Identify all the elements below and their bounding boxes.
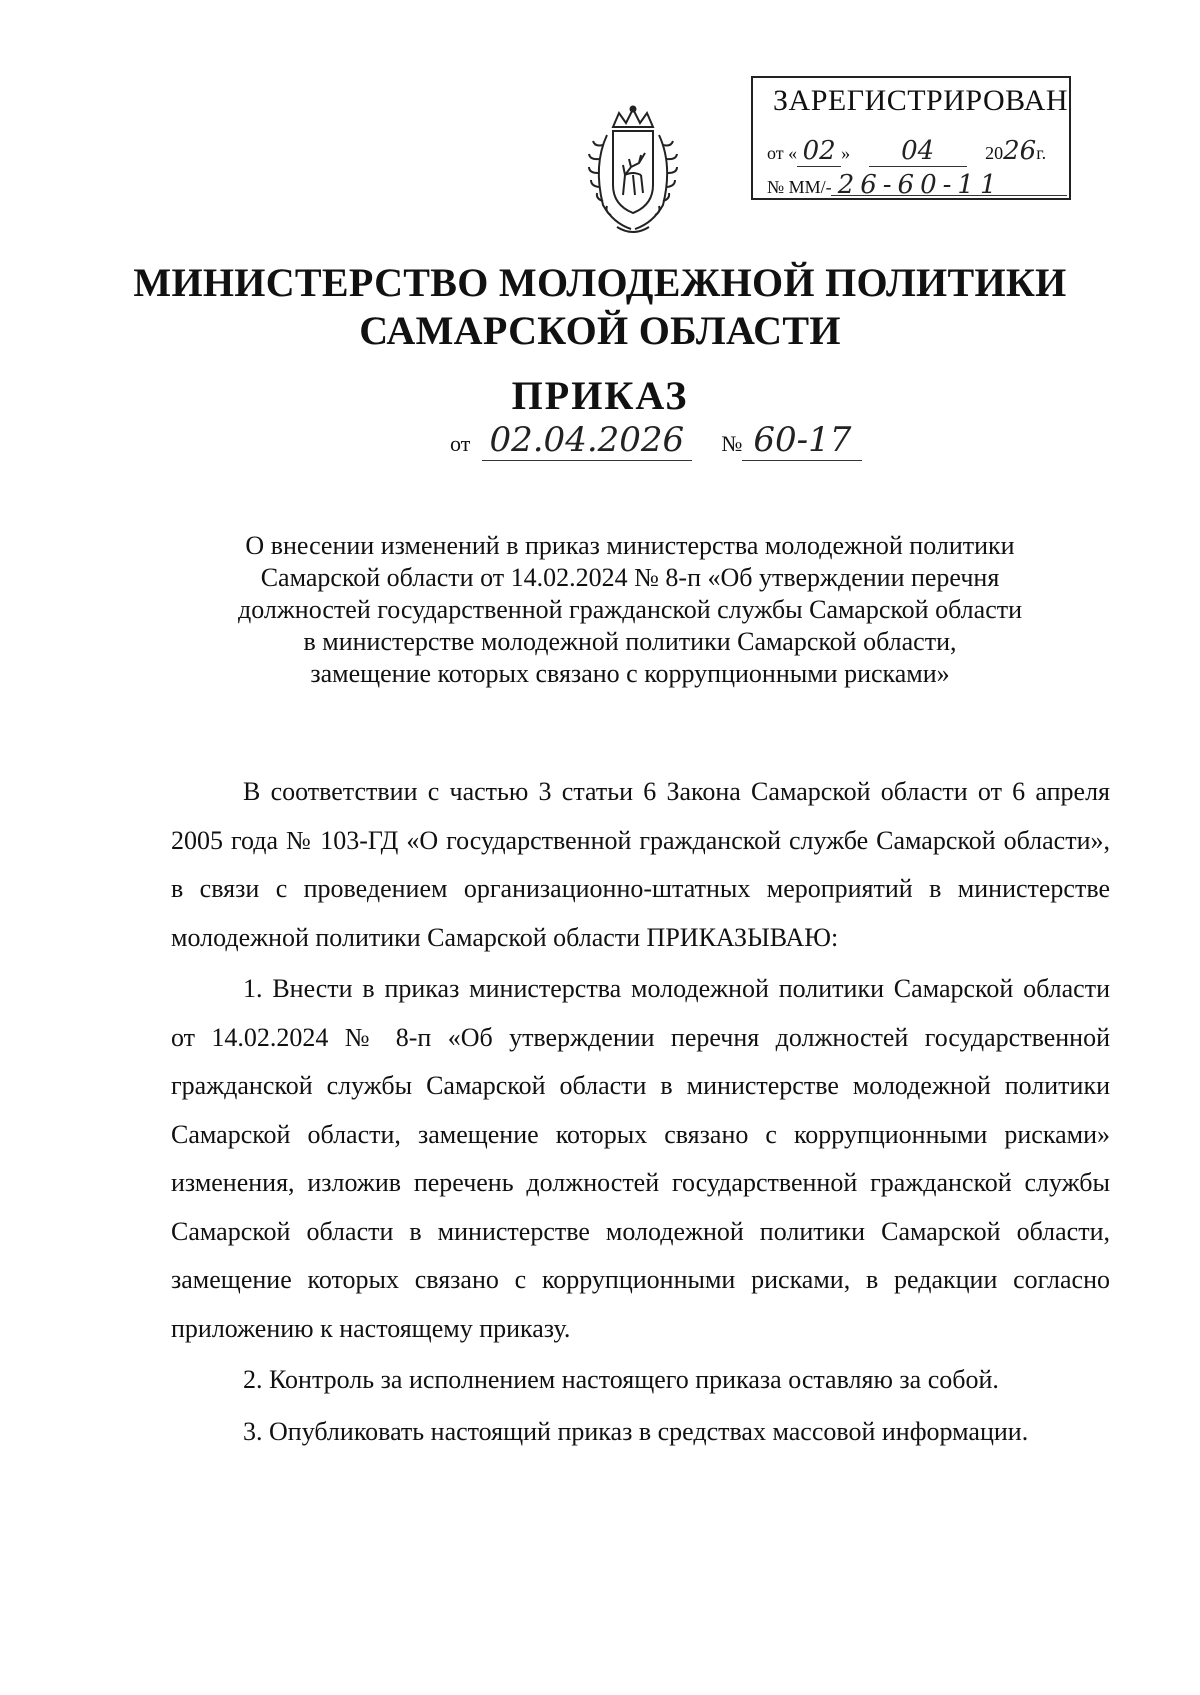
order-item-1: 1. Внести в приказ министерства молодежной политики Самарской области от 14.02.2024 № 8-п «Об утверждении перечня должностей государственной гражданской службы Самарской области в министерстве молодежной политики Самарской области, замещение которых связано с коррупционными рисками» изменения, изложив перечень должностей государственной гражданской службы Самарской области в министерстве молодежной политики Самарской области, замещение которых связано с коррупционными рисками, в редакции согласно приложению к настоящему приказу. [171, 974, 1110, 1343]
stamp-number-label: № ММ/- [767, 177, 832, 197]
ministry-name-line1: МИНИСТЕРСТВО МОЛОДЕЖНОЙ ПОЛИТИКИ [133, 260, 1067, 305]
stamp-quote-close: » [841, 143, 851, 163]
order-title: ПРИКАЗ [511, 373, 689, 418]
registration-stamp [751, 76, 1071, 200]
subject-line: в министерстве молодежной политики Самарской области, [303, 627, 957, 656]
order-date-number-line [450, 420, 862, 461]
order-body [171, 768, 1110, 1456]
stamp-number: 26-60-11 [837, 170, 1003, 200]
order-item-2: 2. Контроль за исполнением настоящего приказа оставляю за собой. [243, 1365, 999, 1394]
subject-line: замещение которых связано с коррупционными рисками» [310, 659, 950, 688]
stamp-year-end: г. [1036, 143, 1047, 163]
subject-line: должностей государственной гражданской службы Самарской области [237, 595, 1023, 624]
order-number-label: № [721, 431, 743, 456]
order-subject [180, 530, 1080, 690]
ministry-name-line2: САМАРСКОЙ ОБЛАСТИ [359, 308, 841, 353]
order-date-label: от [450, 431, 471, 456]
stamp-year-suffix: 26 [1003, 136, 1037, 166]
preamble-paragraph: В соответствии с частью 3 статьи 6 Закона Самарской области от 6 апреля 2005 года № 103-ГД «О государственной гражданской службе Самарской области», в связи с проведением организационно-штатных мероприятий в министерстве молодежной политики Самарской области ПРИКАЗЫВАЮ: [171, 777, 1110, 952]
order-date: 02.04.2026 [482, 420, 692, 461]
stamp-from-label: от « [767, 143, 798, 163]
stamp-title: ЗАРЕГИСТРИРОВАН [773, 84, 1069, 117]
stamp-date-line [767, 136, 1046, 167]
stamp-month: 04 [869, 136, 967, 167]
coat-of-arms-icon [573, 105, 693, 240]
stamp-year-prefix: 20 [985, 143, 1004, 163]
stamp-underline [831, 195, 1067, 196]
order-number: 60-17 [742, 420, 862, 461]
stamp-day: 02 [797, 136, 841, 167]
subject-line: Самарской области от 14.02.2024 № 8-п «Об утверждении перечня [260, 563, 1000, 592]
subject-line: О внесении изменений в приказ министерства молодежной политики [245, 531, 1015, 560]
order-item-3: 3. Опубликовать настоящий приказ в средствах массовой информации. [243, 1416, 1029, 1446]
